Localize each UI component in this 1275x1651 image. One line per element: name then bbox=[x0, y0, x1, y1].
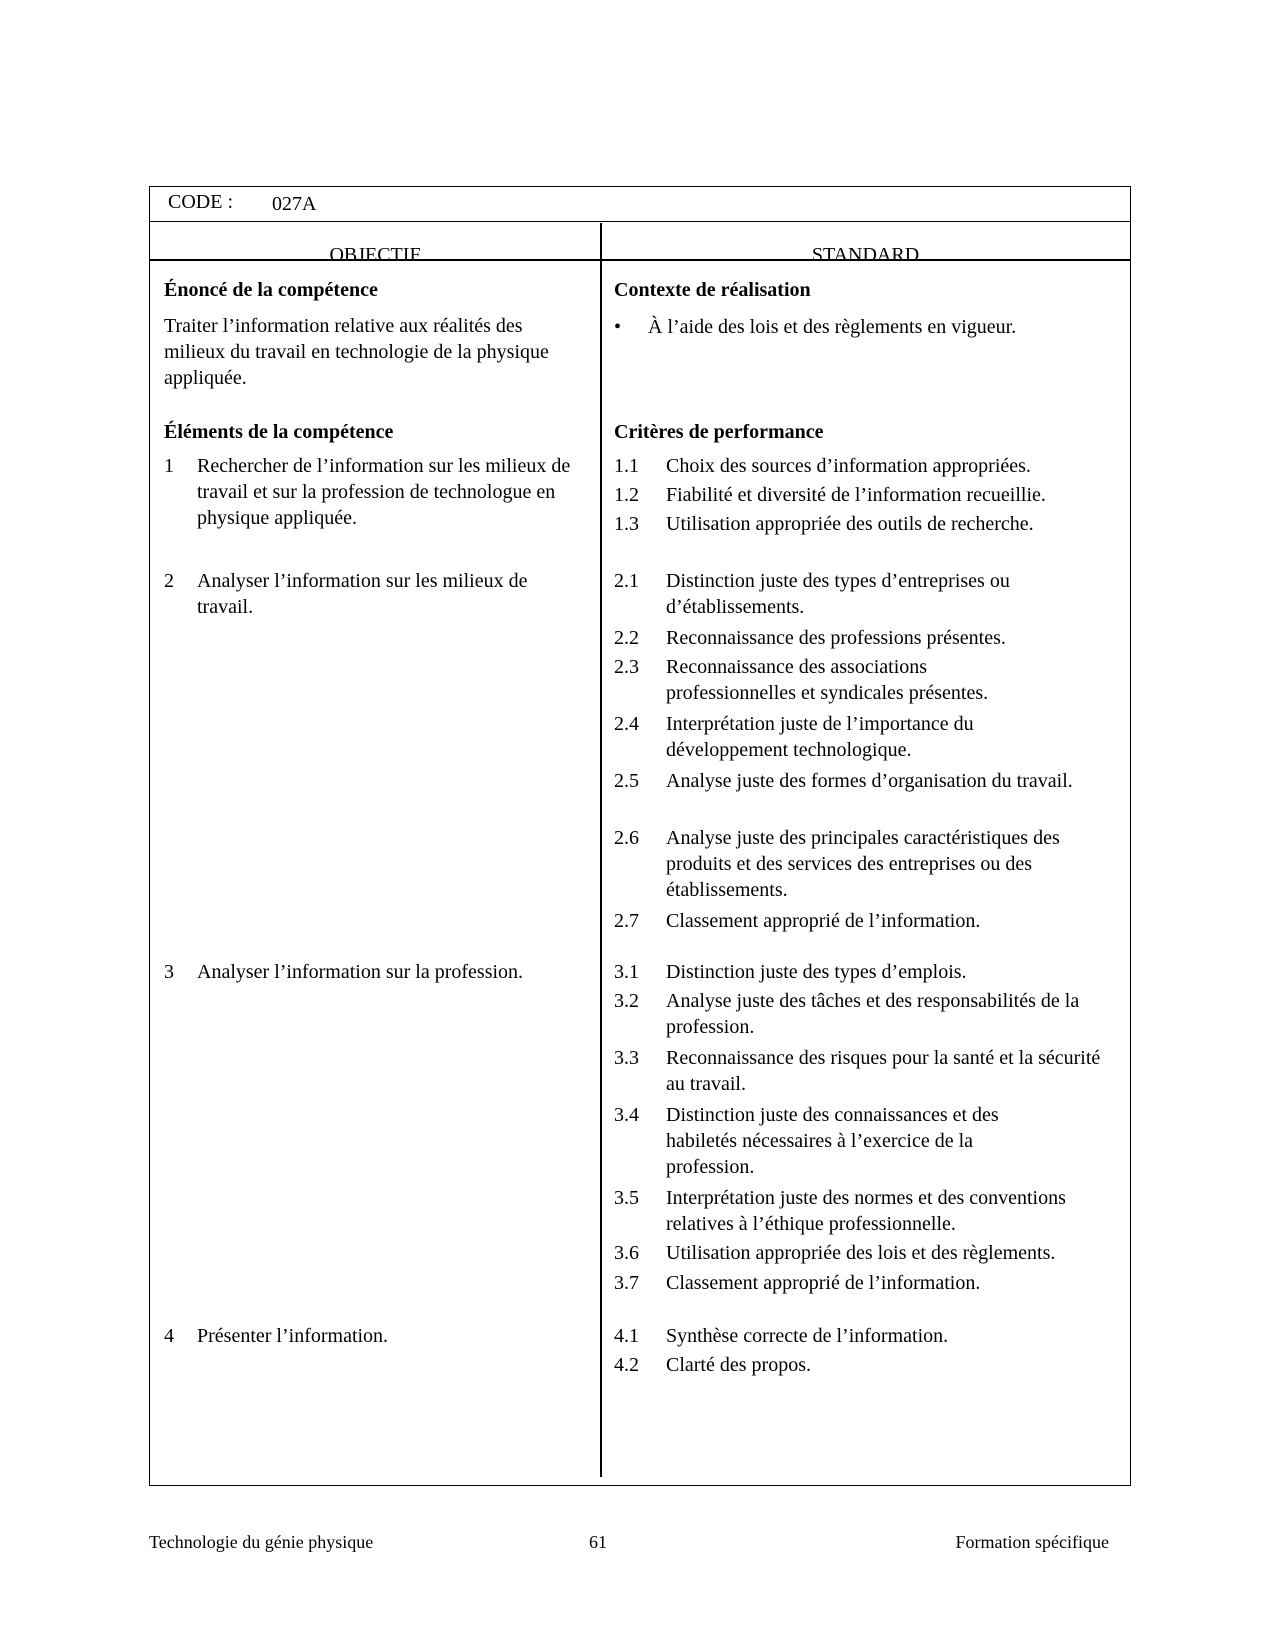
critere-number: 4.1 bbox=[614, 1325, 639, 1347]
critere-number: 3.2 bbox=[614, 990, 639, 1012]
column-divider bbox=[600, 223, 602, 1477]
critere-number: 2.2 bbox=[614, 627, 639, 649]
critere-item bbox=[614, 511, 1121, 537]
code-row bbox=[150, 187, 1130, 222]
critere-item bbox=[614, 1240, 1121, 1266]
critere-number: 1.2 bbox=[614, 484, 639, 506]
critere-number: 3.7 bbox=[614, 1272, 639, 1294]
critere-number: 3.3 bbox=[614, 1047, 639, 1069]
critere-text: Reconnaissance des professions présentes. bbox=[666, 627, 1006, 649]
critere-text: Interprétation juste des normes et des conventions relatives à l’éthique professionnelle. bbox=[666, 1187, 1066, 1235]
critere-text: Reconnaissance des associations professionnelles et syndicales présentes. bbox=[666, 656, 989, 704]
critere-item bbox=[614, 1045, 1121, 1097]
critere-number: 2.6 bbox=[614, 827, 639, 849]
element-number: 3 bbox=[164, 961, 174, 983]
critere-text: Synthèse correcte de l’information. bbox=[666, 1325, 949, 1347]
page-footer bbox=[149, 1532, 1109, 1556]
critere-text: Interprétation juste de l’importance du développement technologique. bbox=[666, 713, 974, 761]
critere-number: 2.5 bbox=[614, 770, 639, 792]
element-text: Présenter l’information. bbox=[197, 1325, 389, 1347]
critere-item bbox=[614, 825, 1121, 903]
code-label: CODE : bbox=[168, 191, 233, 213]
element-text: Analyser l’information sur la profession. bbox=[197, 961, 524, 983]
element-number: 1 bbox=[164, 455, 174, 477]
header-row bbox=[150, 222, 1130, 266]
footer-section: Formation spécifique bbox=[955, 1532, 1109, 1552]
critere-text: Utilisation appropriée des lois et des règlements. bbox=[666, 1242, 1056, 1264]
critere-item bbox=[614, 1270, 1121, 1296]
critere-number: 3.6 bbox=[614, 1242, 639, 1264]
critere-text: Distinction juste des types d’emplois. bbox=[666, 961, 967, 983]
element-item bbox=[164, 959, 607, 985]
contexte-heading: Contexte de réalisation bbox=[614, 279, 811, 301]
contexte-item bbox=[614, 314, 1118, 340]
critere-item bbox=[614, 482, 1121, 508]
critere-text: Analyse juste des formes d’organisation du travail. bbox=[666, 770, 1073, 792]
objectif-header: OBJECTIF bbox=[329, 244, 421, 266]
element-item bbox=[164, 1323, 585, 1349]
standard-header: STANDARD bbox=[811, 244, 920, 266]
critere-number: 3.4 bbox=[614, 1104, 639, 1126]
critere-number: 4.2 bbox=[614, 1354, 639, 1376]
element-text: Rechercher de l’information sur les milieux de travail et sur la profession de technologue en physique appliquée. bbox=[197, 455, 571, 529]
critere-item bbox=[614, 625, 1121, 651]
critere-item bbox=[614, 768, 1076, 794]
critere-number: 3.1 bbox=[614, 961, 639, 983]
critere-item bbox=[614, 988, 1121, 1040]
code-value: 027A bbox=[272, 193, 317, 215]
enonce-text: Traiter l’information relative aux réalités des milieux du travail en technologie de la physique appliquée. bbox=[164, 315, 549, 389]
critere-item bbox=[614, 568, 1076, 620]
critere-item bbox=[614, 1185, 1121, 1237]
critere-text: Utilisation appropriée des outils de recherche. bbox=[666, 513, 1034, 535]
critere-number: 2.7 bbox=[614, 910, 639, 932]
elements-heading: Éléments de la compétence bbox=[164, 421, 394, 443]
enonce-heading: Énoncé de la compétence bbox=[164, 279, 378, 301]
critere-text: Fiabilité et diversité de l’information recueillie. bbox=[666, 484, 1046, 506]
critere-text: Analyse juste des tâches et des responsabilités de la profession. bbox=[666, 990, 1080, 1038]
critere-text: Reconnaissance des risques pour la santé et la sécurité au travail. bbox=[666, 1047, 1101, 1095]
critere-number: 3.5 bbox=[614, 1187, 639, 1209]
bullet-icon: • bbox=[614, 316, 622, 338]
critere-item bbox=[614, 711, 1036, 763]
critere-item bbox=[614, 453, 1121, 479]
page-number: 61 bbox=[589, 1532, 607, 1552]
critere-number: 2.1 bbox=[614, 570, 639, 592]
element-number: 2 bbox=[164, 570, 174, 592]
critere-text: Classement approprié de l’information. bbox=[666, 910, 981, 932]
element-number: 4 bbox=[164, 1325, 174, 1347]
critere-item bbox=[614, 1102, 1046, 1180]
critere-text: Distinction juste des types d’entreprises ou d’établissements. bbox=[666, 570, 1010, 618]
critere-text: Distinction juste des connaissances et des habiletés nécessaires à l’exercice de la profession. bbox=[666, 1104, 999, 1178]
footer-program: Technologie du génie physique bbox=[149, 1532, 374, 1552]
critere-number: 1.1 bbox=[614, 455, 639, 477]
critere-item bbox=[614, 1352, 1121, 1378]
critere-item bbox=[614, 654, 1031, 706]
criteres-heading: Critères de performance bbox=[614, 421, 824, 443]
critere-number: 2.4 bbox=[614, 713, 639, 735]
element-item bbox=[164, 568, 585, 620]
critere-text: Classement approprié de l’information. bbox=[666, 1272, 981, 1294]
element-text: Analyser l’information sur les milieux de travail. bbox=[197, 570, 528, 618]
critere-number: 2.3 bbox=[614, 656, 639, 678]
critere-item bbox=[614, 908, 1121, 934]
critere-text: Choix des sources d’information appropriées. bbox=[666, 455, 1031, 477]
critere-text: Analyse juste des principales caractéristiques des produits et des services des entreprises ou des établissements. bbox=[666, 827, 1060, 901]
competency-table bbox=[149, 186, 1131, 1486]
critere-item bbox=[614, 959, 1121, 985]
contexte-text: À l’aide des lois et des règlements en vigueur. bbox=[648, 316, 1017, 338]
critere-text: Clarté des propos. bbox=[666, 1354, 811, 1376]
critere-item bbox=[614, 1323, 1121, 1349]
element-item bbox=[164, 453, 585, 531]
critere-number: 1.3 bbox=[614, 513, 639, 535]
